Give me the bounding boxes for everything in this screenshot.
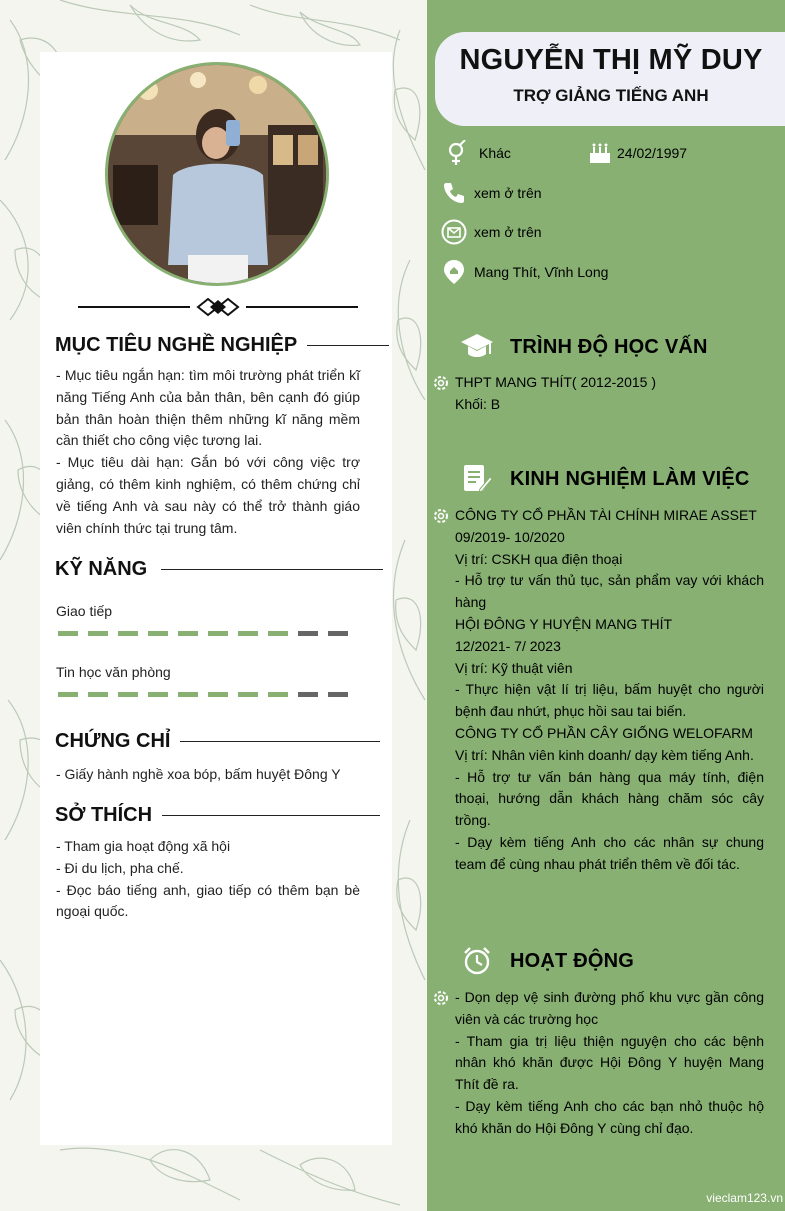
email-value: xem ở trên — [474, 224, 542, 240]
graduation-cap-icon — [460, 330, 494, 364]
skill-bar — [58, 692, 358, 697]
heading-rule — [161, 569, 383, 570]
education-text — [455, 372, 764, 416]
skill-segment — [88, 692, 108, 697]
skill-segment — [88, 631, 108, 636]
skill-segment — [178, 692, 198, 697]
education-heading — [460, 330, 708, 364]
skill-label: Tin học văn phòng — [56, 664, 171, 680]
objective-heading-text: MỤC TIÊU NGHỀ NGHIỆP — [55, 334, 298, 356]
activity-line: - Dọn dẹp vệ sinh đường phố khu vực gần công viên và các trường học — [455, 989, 764, 1027]
skill-segment — [208, 692, 228, 697]
heading-rule — [162, 815, 380, 816]
objective-line: - Mục tiêu ngắn hạn: tìm môi trường phát triển kĩ năng Tiếng Anh của bản thân, bên cạnh đó giúp bản thân hoàn thiện thêm những kĩ năng mềm cần thiết cho công việc tương lai. — [56, 367, 360, 449]
alarm-clock-icon — [460, 944, 494, 978]
education-line: THPT MANG THÍT( 2012-2015 ) — [455, 374, 656, 390]
hobbies-heading-text: SỞ THÍCH — [55, 804, 153, 826]
skill-segment — [178, 631, 198, 636]
skill-segment — [268, 692, 288, 697]
phone-value: xem ở trên — [474, 185, 542, 201]
experience-line: - Thực hiện vật lí trị liệu, bấm huyệt cho người bệnh đau nhứt, phục hồi sau tai biến. — [455, 681, 764, 720]
experience-heading — [460, 462, 750, 496]
gear-bullet-icon — [432, 374, 450, 392]
education-line: Khối: B — [455, 395, 501, 412]
hobbies-heading — [55, 804, 380, 827]
skill-segment — [268, 631, 288, 636]
skill-segment — [208, 631, 228, 636]
watermark: vieclam123.vn — [706, 1191, 783, 1205]
heading-rule — [180, 741, 380, 742]
hobby-line: - Đọc báo tiếng anh, giao tiếp có thêm bạn bè ngoại quốc. — [56, 881, 360, 920]
gear-bullet-icon — [432, 507, 450, 525]
activity-line: - Dạy kèm tiếng Anh cho các bạn nhỏ thuộc hộ khó khăn do Hội Đông Y cùng chỉ đạo. — [455, 1097, 764, 1136]
phone-icon — [441, 180, 467, 206]
certificates-text — [56, 764, 360, 786]
education-heading-text: TRÌNH ĐỘ HỌC VẤN — [510, 335, 708, 358]
certificate-line: - Giấy hành nghề xoa bóp, bấm huyệt Đông Y — [56, 766, 341, 782]
experience-line: - Hỗ trợ tư vấn thủ tục, sản phẩm vay với khách hàng — [455, 572, 764, 611]
skill-segment — [58, 631, 78, 636]
skill-segment — [118, 631, 138, 636]
gender-row — [443, 140, 511, 166]
gender-value: Khác — [479, 145, 511, 161]
experience-line: Vị trí: Kỹ thuật viên — [455, 659, 573, 676]
experience-line: 12/2021- 7/ 2023 — [455, 637, 561, 654]
activities-text — [455, 987, 764, 1140]
experience-line: - Dạy kèm tiếng Anh cho các nhân sự chung team để cùng nhau phát triển thêm về đối tác. — [455, 833, 764, 872]
experience-line: CÔNG TY CỔ PHẦN TÀI CHÍNH MIRAE ASSET — [455, 507, 757, 523]
activities-heading — [460, 944, 634, 978]
name-box — [435, 32, 785, 126]
experience-line: - Hỗ trợ tư vấn bán hàng qua máy tính, điện thoại, hướng dẫn khách hàng chăm sóc cây trồng. — [455, 768, 764, 829]
avatar-divider — [78, 297, 358, 317]
hobbies-text — [56, 836, 360, 923]
cake-icon — [587, 140, 613, 166]
birthday-value: 24/02/1997 — [617, 145, 688, 161]
avatar — [105, 62, 329, 286]
skill-segment — [238, 631, 258, 636]
objective-line: - Mục tiêu dài hạn: Gắn bó với công việc trợ giảng, có thêm kinh nghiệm, có thêm chứng chỉ về tiếng Anh và sau này có thể trở thành giáo viên chính thức tại trung tâm. — [56, 454, 360, 536]
skill-segment — [298, 631, 318, 636]
skill-segment — [238, 692, 258, 697]
experience-line: Vị trí: Nhân viên kinh doanh/ dạy kèm tiếng Anh. — [455, 746, 754, 763]
email-icon — [441, 219, 467, 245]
heading-rule — [307, 345, 389, 346]
objective-heading — [55, 334, 389, 357]
skills-heading-text: KỸ NĂNG — [55, 558, 148, 580]
skill-segment — [148, 631, 168, 636]
document-edit-icon — [460, 462, 494, 496]
hobby-line: - Đi du lịch, pha chế. — [56, 859, 184, 876]
experience-line: HỘI ĐÔNG Y HUYỆN MANG THÍT — [455, 615, 673, 632]
full-name: NGUYỄN THỊ MỸ DUY — [459, 44, 763, 76]
hobby-line: - Tham gia hoạt động xã hội — [56, 838, 231, 854]
certificates-heading-text: CHỨNG CHỈ — [55, 730, 171, 752]
phone-row — [441, 180, 542, 206]
skill-label: Giao tiếp — [56, 603, 113, 619]
experience-line: CÔNG TY CỔ PHẦN CÂY GIỐNG WELOFARM — [455, 724, 753, 741]
skills-heading — [55, 558, 383, 581]
skill-segment — [118, 692, 138, 697]
skill-segment — [328, 692, 348, 697]
skill-segment — [148, 692, 168, 697]
experience-line: 09/2019- 10/2020 — [455, 528, 565, 545]
skill-segment — [58, 692, 78, 697]
address-value: Mang Thít, Vĩnh Long — [474, 264, 609, 280]
gear-bullet-icon — [432, 989, 450, 1007]
job-title: TRỢ GIẢNG TIẾNG ANH — [513, 86, 709, 105]
skill-bar — [58, 631, 358, 636]
address-row — [441, 259, 608, 285]
experience-text — [455, 505, 764, 876]
avatar-photo — [108, 65, 326, 283]
skill-segment — [328, 631, 348, 636]
objective-text — [56, 365, 360, 539]
activity-line: - Tham gia trị liệu thiện nguyện cho các bệnh nhân khó khăn được Hội Đông Y huyện Mang Thít đề ra. — [455, 1032, 764, 1093]
location-pin-icon — [441, 259, 467, 285]
certificates-heading — [55, 730, 380, 753]
skill-segment — [298, 692, 318, 697]
experience-heading-text: KINH NGHIỆM LÀM VIỆC — [510, 467, 750, 490]
activities-heading-text: HOẠT ĐỘNG — [510, 949, 635, 972]
birthday-row — [587, 140, 687, 166]
email-row — [441, 219, 542, 245]
gender-icon — [443, 140, 469, 166]
experience-line: Vị trí: CSKH qua điện thoại — [455, 550, 623, 567]
